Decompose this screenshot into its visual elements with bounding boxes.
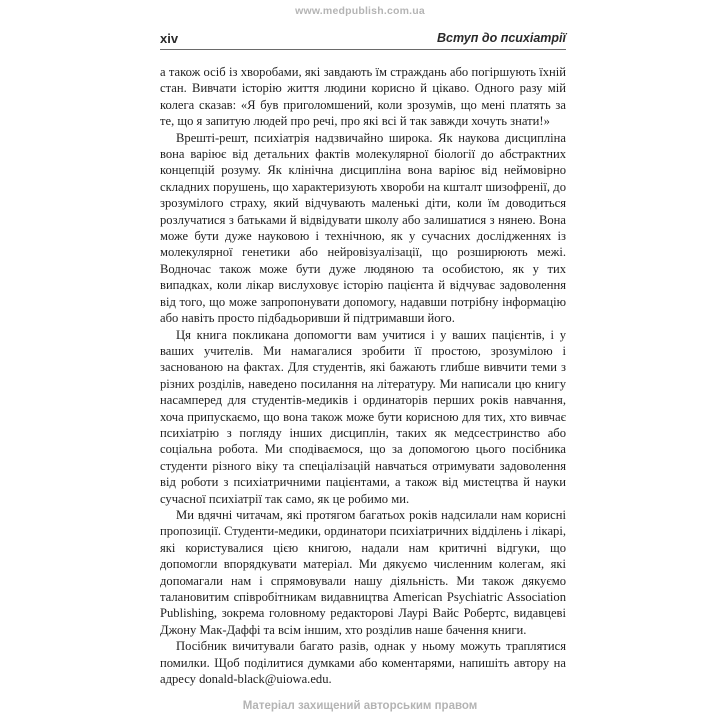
page-header xyxy=(160,31,566,47)
page-body xyxy=(160,64,566,687)
paragraph: Ця книга покликана допомогти вам учитися і у ваших пацієнтів, і у ваших учителів. Ми намагалися зробити її простою, зрозумілою і заснованою на фактах. Для студентів, які бажають глибше вивчити теми з різних розділів, наведено посилання на літературу. Ми написали цю книгу насамперед для студентів-медиків і ординаторів перших років навчання, хоча припускаємо, що вона також може бути корисною для тих, хто вивчає психіатрію з погляду інших дисциплін, таких як медсестринство або соціальна робота. Ми сподіваємося, що за допомогою цього посібника студенти різного віку та спеціалізацій навчаться отримувати задоволення від роботи з психіатричними пацієнтами, а також від мистецтва й науки сучасної психіатрії так само, як це робимо ми. xyxy=(160,327,566,506)
copyright-watermark: Матеріал захищений авторським правом xyxy=(242,700,478,712)
paragraph: Посібник вичитували багато разів, однак у ньому можуть траплятися помилки. Щоб поділитися думками або коментарями, напишіть автору на адресу donald-black@uiowa.edu. xyxy=(160,639,566,687)
site-watermark: www.medpublish.com.ua xyxy=(295,5,425,17)
running-title: Вступ до психіатрії xyxy=(437,31,566,45)
page-number: xiv xyxy=(160,31,179,46)
header-divider xyxy=(160,49,566,50)
paragraph: Ми вдячні читачам, які протягом багатьох років надсилали нам корисні пропозиції. Студенти-медики, ординатори психіатричних відділень і лікарі, які користувалися цією книгою, надали нам критичні відгуки, що допомогли впорядкувати матеріал. Ми дякуємо численним колегам, які допомагали нам і спрямовували нашу діяльність. Ми також дякуємо талановитим співробітникам видавництва American Psychiatric Association Publishing, зокрема головному редакторові Лаурі Вайс Робертс, видавцеві Джону Мак-Даффі та всім іншим, хто розділив наше бачення книги. xyxy=(160,507,566,637)
paragraph-continuation: а також осіб із хворобами, які завдають їм страждань або погіршують їхній стан. Вивчати історію життя людини корисно й цікаво. Одного разу мій колега сказав: «Я був приголомшений, коли зрозумів, що мені платять за те, що я запитую людей про речі, про які всі й так завжди хочуть знати!» xyxy=(160,65,566,129)
paragraph: Врешті-решт, психіатрія надзвичайно широка. Як наукова дисципліна вона варіює від детальних фактів молекулярної біології до абстрактних концепцій розуму. Як клінічна дисципліна вона варіює від неймовірно складних порушень, що характеризують хвороби на кшталт шизофренії, до зрозумілого страху, який відчувають маленькі діти, коли їм доводиться розлучатися з батьками й відвідувати школу або залишатися з нянею. Вона може бути дуже науковою і технічною, як у сучасних дослідженнях із молекулярної генетики або нейровізуалізації, що розширюють межі. Водночас також може бути дуже людяною та особистою, як у тих випадках, коли лікар вислуховує історію пацієнта й відчуває задоволення від того, що може запропонувати допомогу, надавши потрібну інформацію або навіть просто підбадьоривши й підтримавши його. xyxy=(160,130,566,326)
